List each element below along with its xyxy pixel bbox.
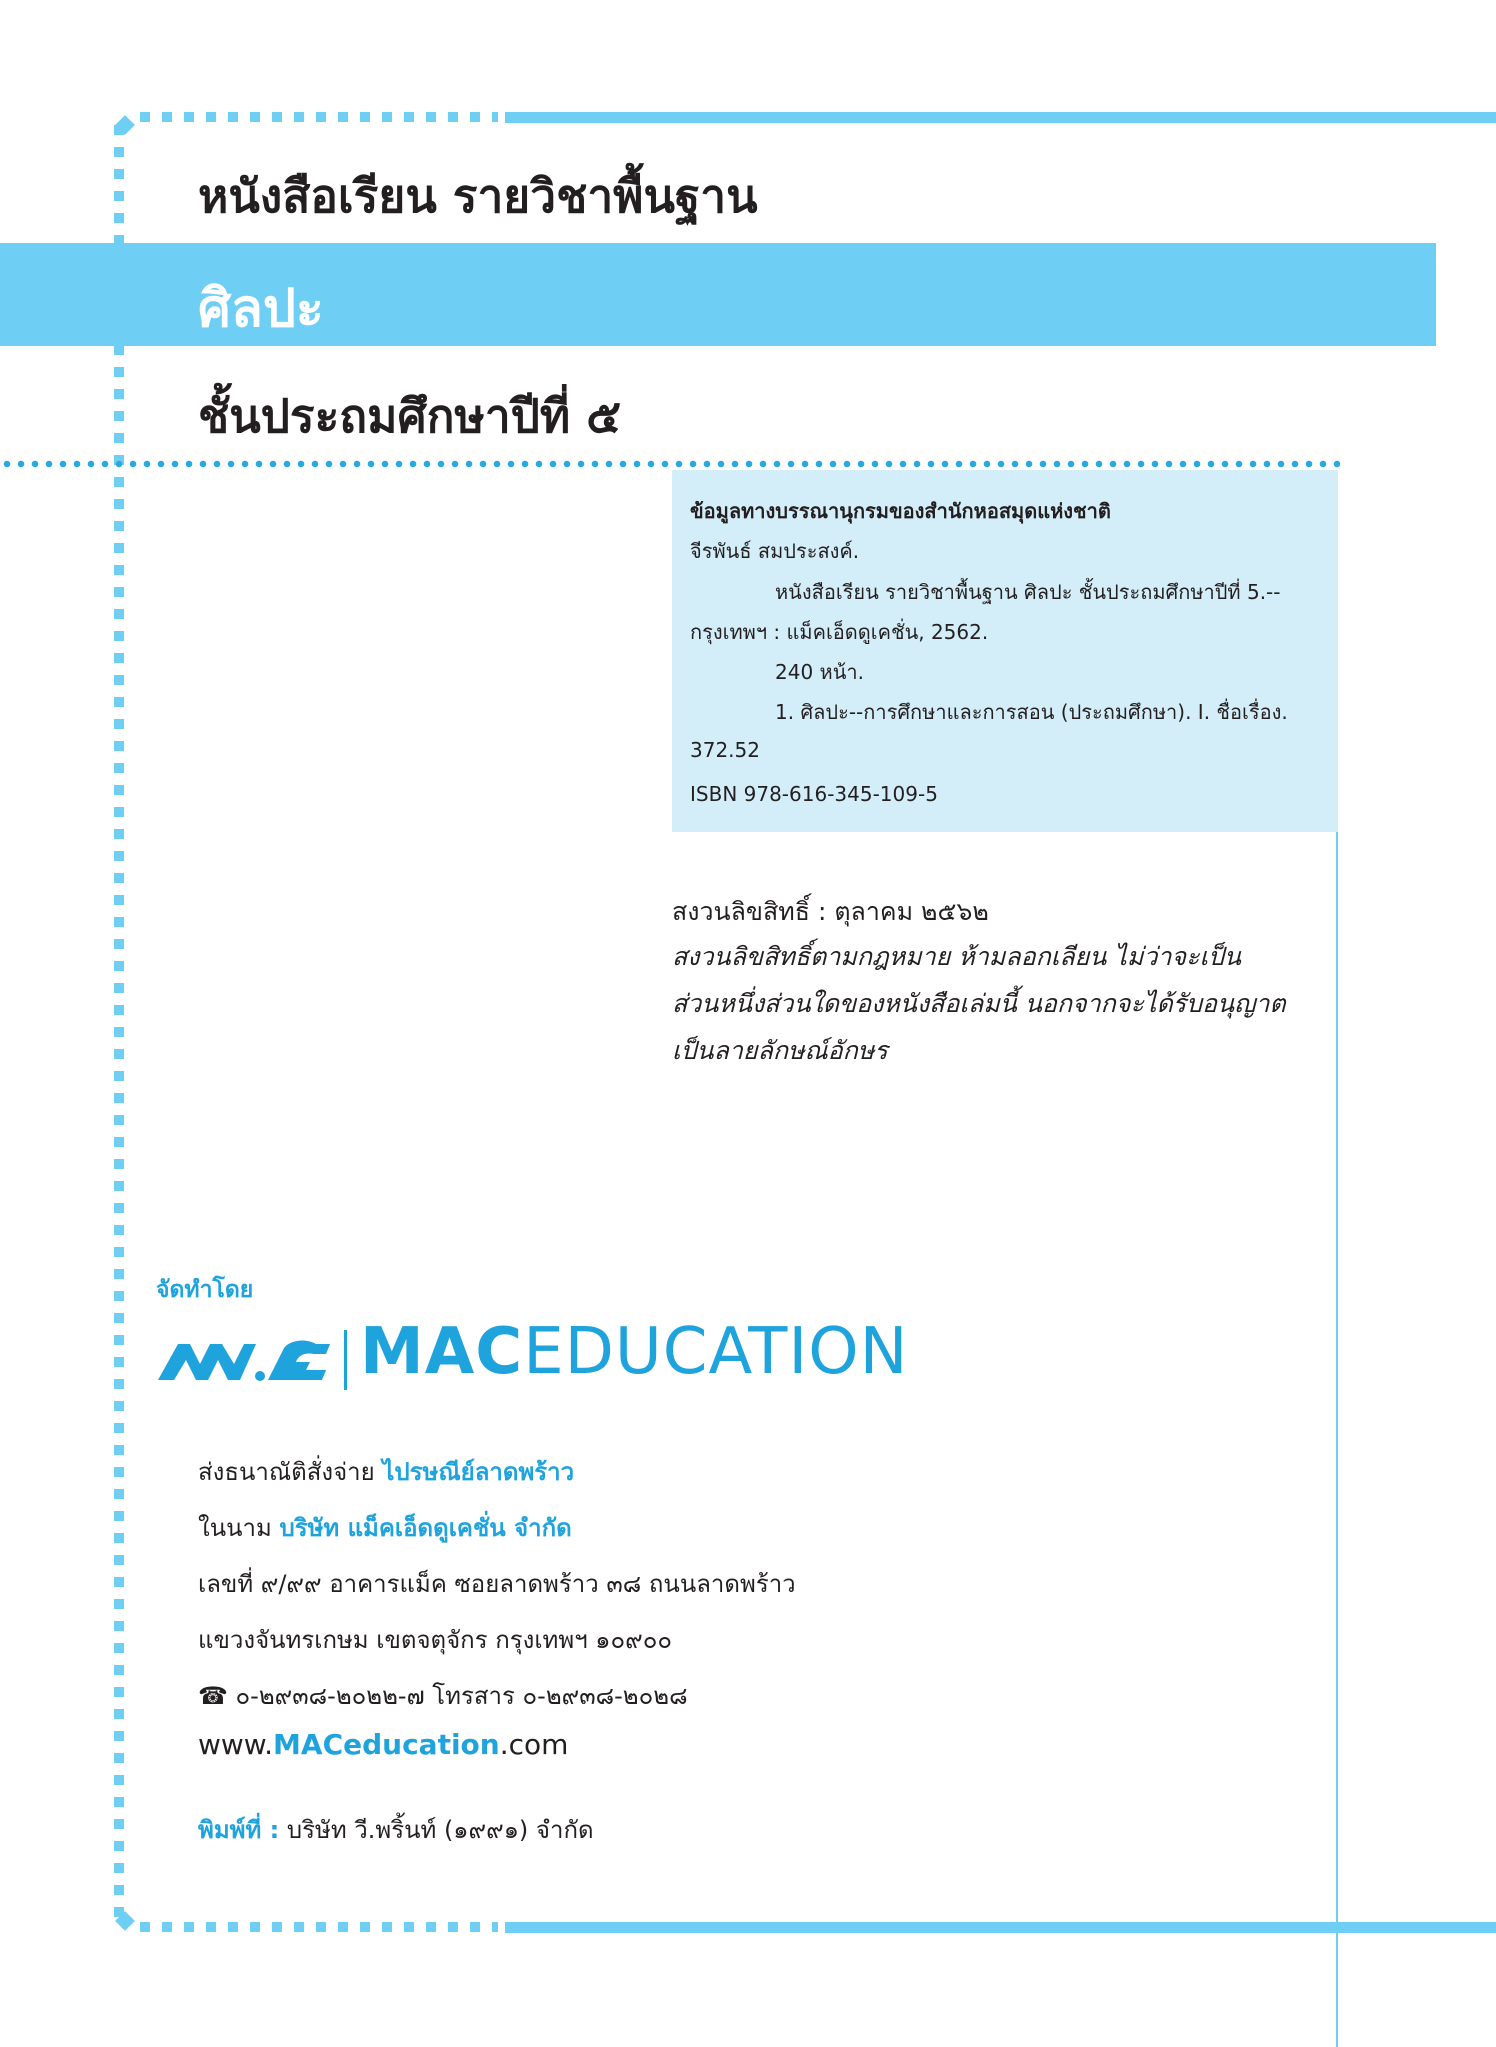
company-name: บริษัท แม็คเอ็ดดูเคชั่น จำกัด	[279, 1514, 572, 1542]
cip-classification: 372.52	[690, 738, 760, 762]
in-name-prefix: ในนาม	[198, 1514, 272, 1542]
money-order-line	[198, 1452, 574, 1491]
money-order-prefix: ส่งธนาณัติสั่งจ่าย	[198, 1458, 375, 1486]
copyright-notice-line1: สงวนลิขสิทธิ์ตามกฎหมาย ห้ามลอกเลียน ไม่ว่าจะเป็น	[672, 942, 1241, 971]
wordmark-mac: MAC	[360, 1315, 524, 1389]
dotted-divider	[0, 460, 1340, 468]
web-brand: MACeducation	[273, 1728, 500, 1761]
address-line2: แขวงจันทรเกษม เขตจตุจักร กรุงเทพฯ ๑๐๙๐๐	[198, 1626, 673, 1654]
money-order-recipient: ไปรษณีย์ลาดพร้าว	[382, 1458, 575, 1486]
cip-isbn: ISBN 978-616-345-109-5	[690, 782, 938, 806]
in-name-line	[198, 1508, 572, 1547]
cip-heading: ข้อมูลทางบรรณานุกรมของสำนักหอสมุดแห่งชาติ	[690, 499, 1111, 523]
printer-name: บริษัท วี.พริ้นท์ (๑๙๙๑) จำกัด	[286, 1816, 594, 1844]
grade-title: ชั้นประถมศึกษาปีที่ ๕	[198, 389, 622, 443]
copyright-notice-line3: เป็นลายลักษณ์อักษร	[672, 1036, 888, 1065]
cip-author: จีรพันธ์ สมประสงค์.	[690, 539, 860, 563]
address-line1: เลขที่ ๙/๙๙ อาคารแม็ค ซอยลาดพร้าว ๓๘ ถนนลาดพร้าว	[198, 1570, 796, 1598]
website-link[interactable]	[198, 1728, 568, 1761]
mac-logo-icon	[156, 1326, 332, 1390]
cip-pages: 240 หน้า.	[775, 660, 864, 684]
frame-dashed-top	[140, 112, 498, 122]
page-title: หนังสือเรียน รายวิชาพื้นฐาน	[198, 169, 758, 223]
mac-education-wordmark	[360, 1315, 909, 1389]
subject-title: ศิลปะ	[198, 279, 324, 339]
wordmark-education: EDUCATION	[523, 1315, 909, 1389]
phone-line: ☎ ๐-๒๙๓๘-๒๐๒๒-๗ โทรสาร ๐-๒๙๓๘-๒๐๒๘	[198, 1682, 688, 1710]
logo-divider	[344, 1330, 347, 1390]
frame-rule-top	[505, 112, 1496, 123]
cip-title-line: หนังสือเรียน รายวิชาพื้นฐาน ศิลปะ ชั้นประถมศึกษาปีที่ 5.--	[775, 580, 1281, 604]
printer-line	[198, 1810, 594, 1849]
frame-dashed-left	[114, 125, 124, 1923]
cip-publisher-line: กรุงเทพฯ : แม็คเอ็ดดูเคชั่น, 2562.	[690, 620, 989, 644]
copyright-date: สงวนลิขสิทธิ์ : ตุลาคม ๒๕๖๒	[672, 897, 989, 926]
frame-dashed-bottom	[140, 1922, 498, 1932]
producer-label: จัดทำโดย	[156, 1277, 254, 1303]
printer-label: พิมพ์ที่ :	[198, 1816, 280, 1844]
cip-subject-line: 1. ศิลปะ--การศึกษาและการสอน (ประถมศึกษา). I. ชื่อเรื่อง.	[775, 700, 1288, 724]
web-suffix: .com	[499, 1728, 569, 1761]
copyright-notice-line2: ส่วนหนึ่งส่วนใดของหนังสือเล่มนี้ นอกจากจะได้รับอนุญาต	[672, 989, 1286, 1018]
web-prefix: www.	[198, 1728, 274, 1761]
frame-rule-bottom	[505, 1922, 1496, 1933]
